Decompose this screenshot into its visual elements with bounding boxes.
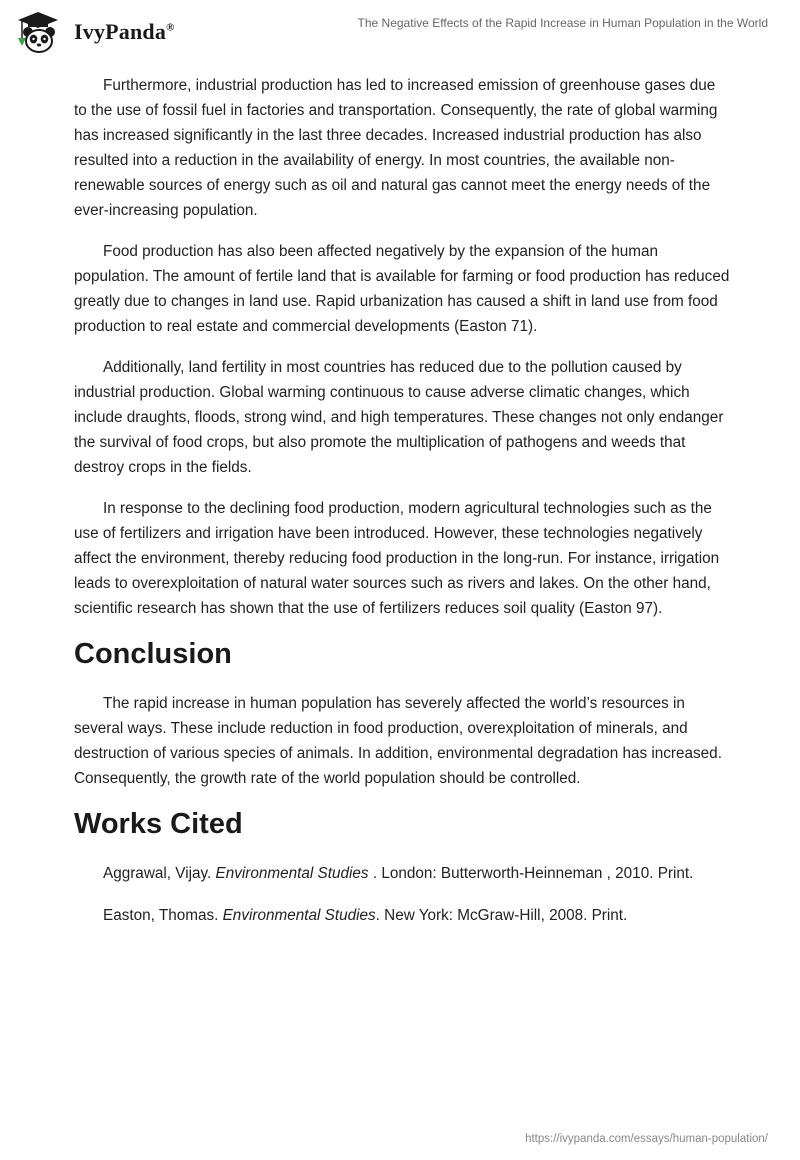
conclusion-paragraph: The rapid increase in human population has severely affected the world’s resources in several ways. These include reduction in food production, overexploitation of minerals, and destruction of various species of animals. In addition, environmental degradation has increased. Consequently, the growth rate of the world population should be controlled. [74, 695, 722, 787]
page-header [0, 0, 800, 64]
body-paragraph: Additionally, land fertility in most countries has reduced due to the pollution caused by industrial production. Global warming continuous to cause adverse climatic changes, which include draughts, floods, strong wind, and high temperatures. These changes not only endanger the survival of food crops, but also promote the multiplication of pathogens and weeds that destroy crops in the fields. [74, 359, 724, 476]
body-paragraph: Furthermore, industrial production has led to increased emission of greenhouse gases due to the use of fossil fuel in factories and transportation. Consequently, the rate of global warming has increased significantly in the last three decades. Increased industrial production has also resulted into a reduction in the availability of energy. In most countries, the available non-renewable sources of energy such as oil and natural gas cannot meet the energy needs of the ever-increasing population. [74, 77, 718, 219]
works-cited-heading: Works Cited [74, 808, 243, 840]
essay-content [74, 73, 730, 945]
document-title: The Negative Effects of the Rapid Increase in Human Population in the World [357, 16, 768, 30]
citation-title: Environmental Studies [215, 865, 369, 882]
source-url-link[interactable]: https://ivypanda.com/essays/human-population/ [525, 1133, 768, 1145]
brand-name: IvyPanda® [74, 19, 175, 44]
citation-title: Environmental Studies [222, 907, 376, 924]
conclusion-heading: Conclusion [74, 638, 232, 670]
citation-entry: Easton, Thomas. Environmental Studies. New York: McGraw-Hill, 2008. Print. [103, 907, 628, 924]
panda-graduate-icon [14, 10, 70, 54]
ivypanda-logo[interactable] [14, 10, 175, 54]
body-paragraph: In response to the declining food production, modern agricultural technologies such as the use of fertilizers and irrigation have been introduced. However, these technologies negatively affect the environment, thereby reducing food production in the long-run. For instance, irrigation leads to overexploitation of natural water sources such as rivers and lakes. On the other hand, scientific research has shown that the use of fertilizers reduces soil quality (Easton 97). [74, 500, 720, 617]
citation-entry: Aggrawal, Vijay. Environmental Studies . London: Butterworth-Heinneman , 2010. Print. [103, 865, 694, 882]
body-paragraph: Food production has also been affected negatively by the expansion of the human population. The amount of fertile land that is available for farming or food production has reduced greatly due to changes in land use. Rapid urbanization has caused a shift in land use from food production to real estate and commercial developments (Easton 71). [74, 243, 730, 335]
